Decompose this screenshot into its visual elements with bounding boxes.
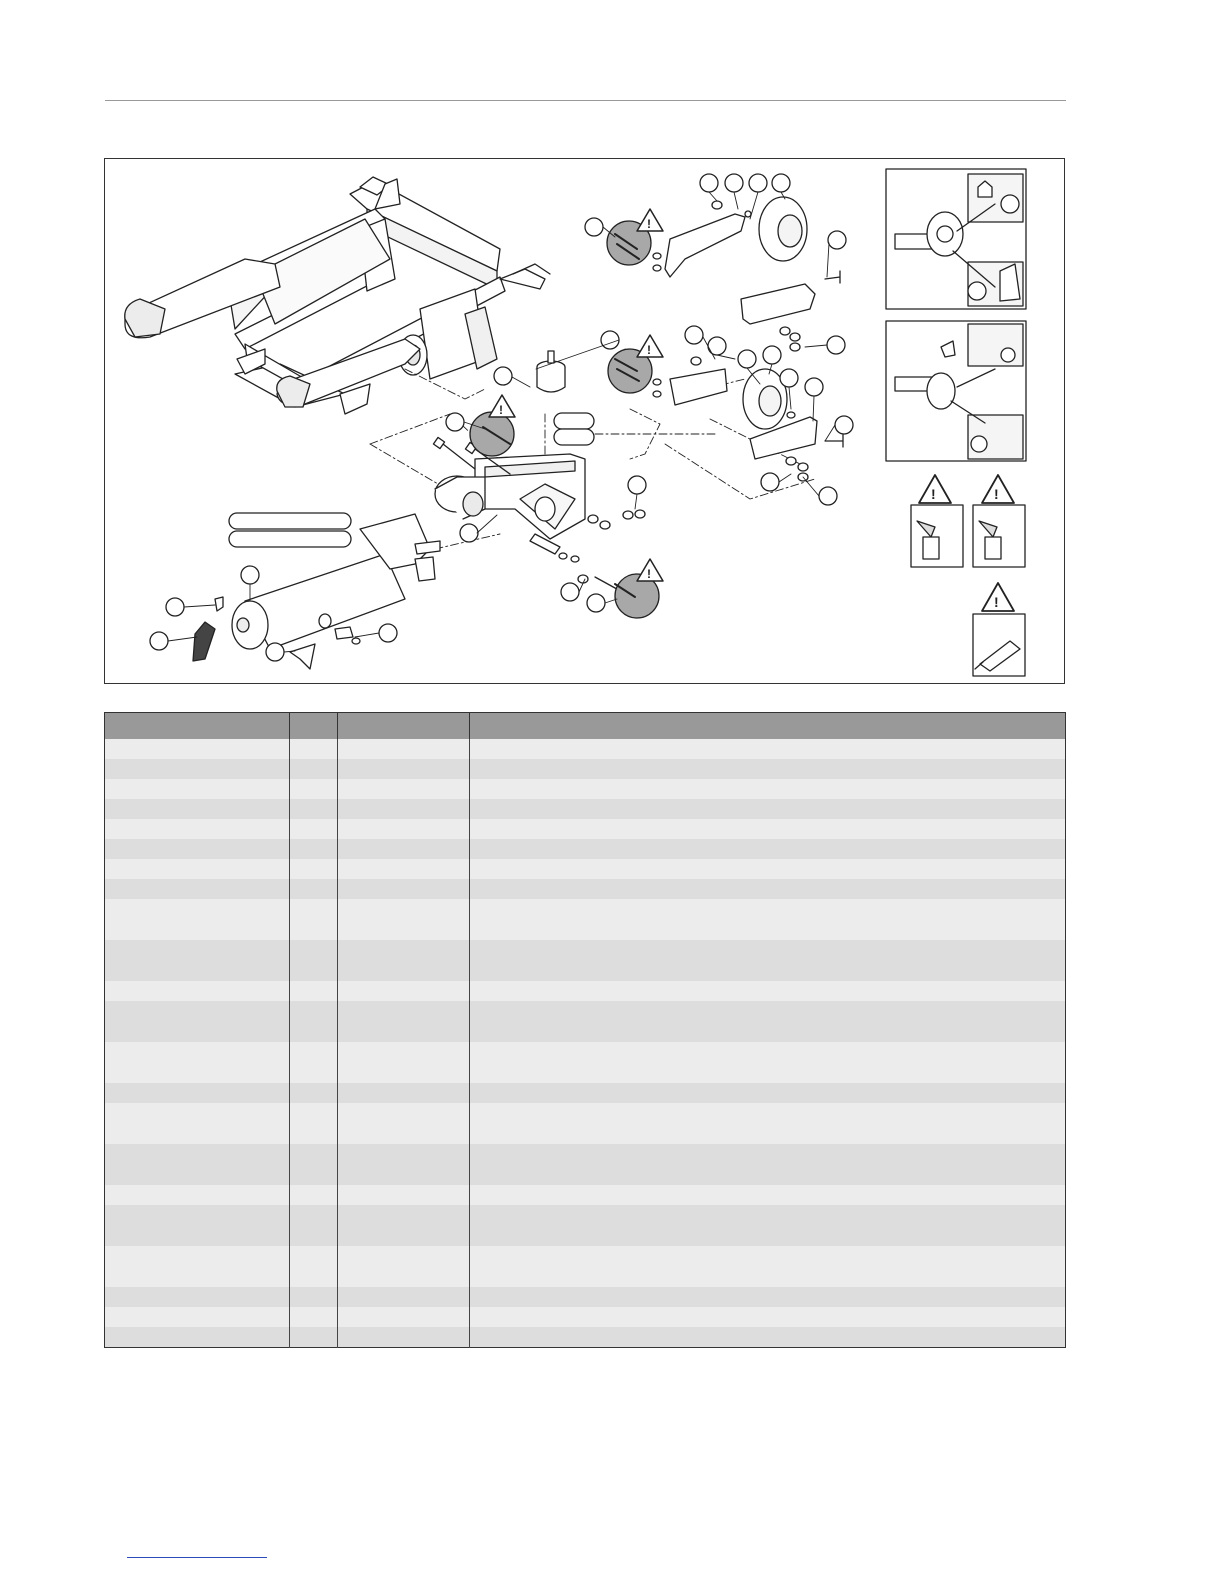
table-cell (290, 759, 338, 779)
table-cell (470, 759, 1066, 779)
table-cell (470, 1307, 1066, 1327)
table-row (105, 1001, 1066, 1042)
table-cell (105, 1103, 290, 1144)
table-cell (338, 1103, 470, 1144)
table-cell (290, 1042, 338, 1083)
table-cell (338, 1185, 470, 1205)
table-cell (470, 1083, 1066, 1103)
table-row (105, 1144, 1066, 1185)
table-cell (470, 819, 1066, 839)
table-cell (470, 859, 1066, 879)
table-cell (470, 1287, 1066, 1307)
table-cell (338, 819, 470, 839)
table-cell (290, 899, 338, 940)
table-cell (470, 779, 1066, 799)
table-cell (105, 1185, 290, 1205)
table-row (105, 739, 1066, 759)
table-cell (105, 839, 290, 859)
warning-triangle-icon (489, 209, 663, 581)
footer-link-underline[interactable] (127, 1557, 267, 1558)
table-cell (470, 839, 1066, 859)
table-row (105, 759, 1066, 779)
table-cell (338, 799, 470, 819)
table-row (105, 1042, 1066, 1083)
table-row (105, 1083, 1066, 1103)
table-row (105, 1246, 1066, 1287)
table-cell (470, 1205, 1066, 1246)
table-cell (105, 1307, 290, 1327)
column-header (470, 713, 1066, 740)
table-row (105, 1205, 1066, 1246)
detail-panel-1 (886, 169, 1026, 309)
table-cell (105, 779, 290, 799)
table-row (105, 1307, 1066, 1327)
svg-text:!: ! (931, 486, 936, 502)
table-cell (470, 899, 1066, 940)
adhesive-tube-icon (973, 583, 1025, 676)
table-row (105, 1103, 1066, 1144)
table-cell (290, 1001, 338, 1042)
table-cell (290, 1205, 338, 1246)
svg-text:!: ! (647, 567, 651, 581)
table-cell (105, 1144, 290, 1185)
table-cell (105, 799, 290, 819)
table-row (105, 779, 1066, 799)
table-row (105, 879, 1066, 899)
table-cell (290, 981, 338, 1001)
table-cell (290, 799, 338, 819)
column-header (290, 713, 338, 740)
table-row (105, 1287, 1066, 1307)
table-cell (105, 981, 290, 1001)
table-cell (290, 1185, 338, 1205)
table-cell (470, 739, 1066, 759)
table-cell (105, 1042, 290, 1083)
svg-text:!: ! (994, 486, 999, 502)
table-cell (470, 1327, 1066, 1348)
table-cell (105, 819, 290, 839)
table-row (105, 1327, 1066, 1348)
table-cell (470, 940, 1066, 981)
svg-text:!: ! (499, 403, 503, 417)
table-row (105, 839, 1066, 859)
table-row (105, 1185, 1066, 1205)
table-row (105, 819, 1066, 839)
table-cell (290, 1144, 338, 1185)
table-cell (470, 879, 1066, 899)
table-cell (290, 739, 338, 759)
table-cell (105, 1327, 290, 1348)
motor-cable-connector (335, 627, 360, 644)
table-cell (470, 1185, 1066, 1205)
table-cell (105, 1001, 290, 1042)
table-cell (105, 739, 290, 759)
warning-disc-bracket (470, 412, 514, 456)
table-cell (338, 1327, 470, 1348)
column-header (338, 713, 470, 740)
svg-text:!: ! (994, 594, 999, 610)
table-cell (338, 1307, 470, 1327)
table-cell (338, 759, 470, 779)
table-cell (290, 1246, 338, 1287)
label-box-bracket (554, 413, 594, 445)
table-row (105, 859, 1066, 879)
motor-label (290, 644, 315, 669)
table-cell (338, 1001, 470, 1042)
table-cell (338, 1287, 470, 1307)
table-cell (470, 1001, 1066, 1042)
table-cell (105, 1205, 290, 1246)
svg-text:!: ! (647, 217, 651, 231)
table-cell (338, 940, 470, 981)
table-cell (290, 1327, 338, 1348)
table-cell (338, 859, 470, 879)
table-row (105, 799, 1066, 819)
exploded-view-figure (104, 158, 1065, 684)
table-cell (105, 1246, 290, 1287)
column-header (105, 713, 290, 740)
table-cell (290, 1287, 338, 1307)
motor-mount-bracket (475, 454, 585, 554)
table-cell (290, 879, 338, 899)
table-cell (105, 940, 290, 981)
detail-panel-2 (886, 321, 1026, 461)
table-cell (290, 1083, 338, 1103)
table-row (105, 981, 1066, 1001)
table-cell (338, 739, 470, 759)
castor-bearing-housing (435, 476, 485, 519)
svg-text:!: ! (647, 343, 651, 357)
table-cell (105, 759, 290, 779)
table-cell (470, 1042, 1066, 1083)
table-cell (338, 1042, 470, 1083)
motor-brake-lever (193, 597, 223, 661)
table-cell (105, 879, 290, 899)
torque-wrench-icon (911, 475, 1025, 567)
parts-table-body (105, 739, 1066, 1348)
table-row (105, 940, 1066, 981)
table-cell (338, 1083, 470, 1103)
table-cell (105, 1083, 290, 1103)
table-cell (290, 779, 338, 799)
table-cell (338, 1205, 470, 1246)
table-cell (338, 779, 470, 799)
table-cell (470, 1103, 1066, 1144)
table-cell (290, 940, 338, 981)
table-cell (290, 819, 338, 839)
table-cell (290, 859, 338, 879)
table-cell (290, 1103, 338, 1144)
table-cell (290, 839, 338, 859)
table-cell (105, 859, 290, 879)
table-cell (338, 879, 470, 899)
rubber-bumper (537, 351, 565, 392)
table-cell (470, 1144, 1066, 1185)
table-cell (470, 799, 1066, 819)
table-cell (338, 1144, 470, 1185)
table-header-row (105, 713, 1066, 740)
motor-label-box (229, 513, 351, 547)
header-rule (105, 100, 1066, 101)
table-cell (338, 1246, 470, 1287)
table-cell (105, 899, 290, 940)
table-row (105, 899, 1066, 940)
parts-table (104, 712, 1066, 1348)
table-cell (290, 1307, 338, 1327)
table-cell (105, 1287, 290, 1307)
table-cell (338, 839, 470, 859)
table-cell (470, 981, 1066, 1001)
table-cell (338, 899, 470, 940)
table-cell (338, 981, 470, 1001)
table-cell (470, 1246, 1066, 1287)
exploded-view-drawing (105, 159, 1066, 685)
